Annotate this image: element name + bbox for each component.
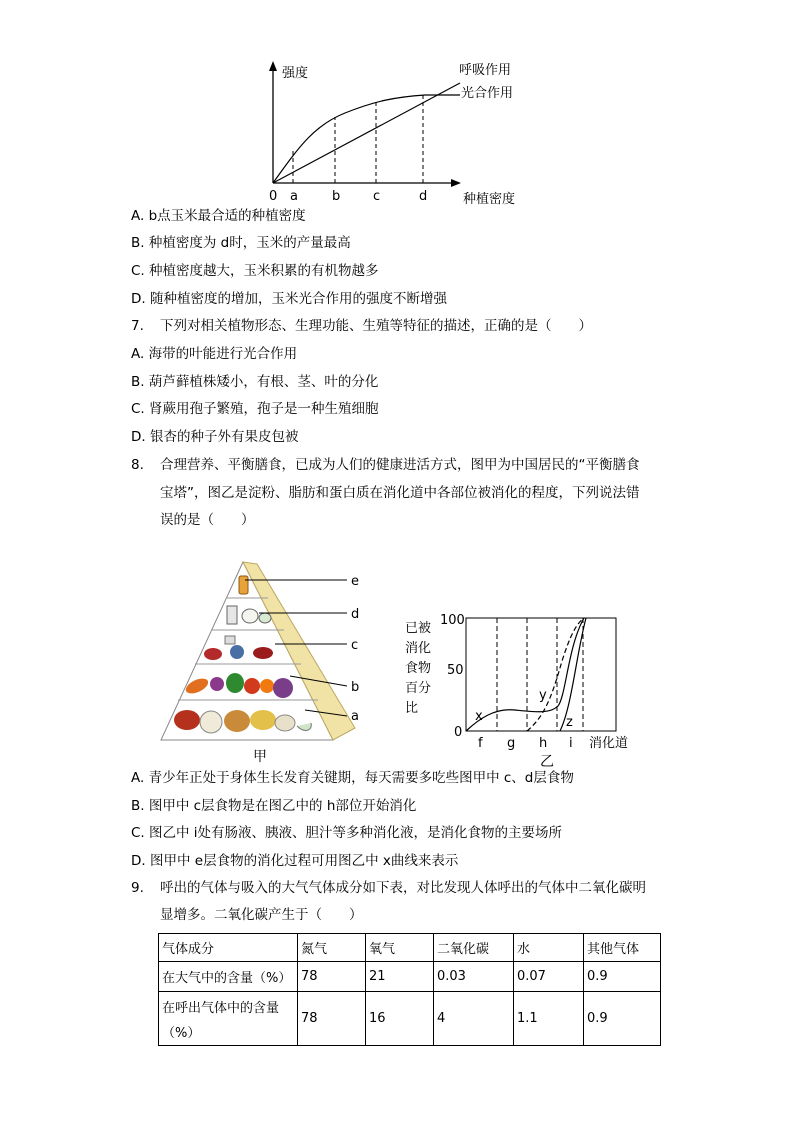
q8-option-d[interactable]: D. 图甲中 e层食物的消化过程可用图乙中 x曲线来表示 xyxy=(131,853,459,869)
table-cell: 21 xyxy=(366,962,434,992)
table-header-cell: 二氧化碳 xyxy=(434,934,514,962)
y-axis-label: 强度 xyxy=(282,66,309,81)
tick-a: a xyxy=(290,189,298,204)
q8-option-a[interactable]: A. 青少年正处于身体生长发育关键期，每天需要多吃些图甲中 c、d层食物 xyxy=(131,770,574,786)
curve-y xyxy=(527,618,584,731)
curve-label-z: z xyxy=(566,715,573,730)
q7-option-a[interactable]: A. 海带的叶能进行光合作用 xyxy=(131,346,298,362)
table-cell: 78 xyxy=(298,992,366,1046)
y-label-1: 已被 xyxy=(405,621,432,636)
q6-option-c[interactable]: C. 种植密度越大，玉米积累的有机物越多 xyxy=(131,263,379,279)
q7-number: 7. xyxy=(131,318,144,334)
respiration-line xyxy=(273,83,460,183)
gas-composition-table xyxy=(158,933,661,1046)
tick-c: c xyxy=(373,189,381,204)
curve-label-x: x xyxy=(475,709,483,724)
table-header-cell: 氮气 xyxy=(298,934,366,962)
table-row xyxy=(159,962,661,992)
table-header-row xyxy=(159,934,661,962)
x-axis-label-digestive-tract: 消化道 xyxy=(589,736,629,751)
table-cell: 78 xyxy=(298,962,366,992)
x-tick-f: f xyxy=(478,736,483,751)
q7-stem: 下列对相关植物形态、生理功能、生殖等特征的描述，正确的是（ ） xyxy=(160,318,592,334)
x-tick-h: h xyxy=(539,736,548,751)
q9-number: 9. xyxy=(131,880,144,896)
table-cell: 0.07 xyxy=(514,962,584,992)
respiration-label: 呼吸作用 xyxy=(459,63,512,78)
y-label-3: 食物 xyxy=(405,661,432,676)
q7-option-d[interactable]: D. 银杏的种子外有果皮包被 xyxy=(131,429,299,445)
q8-option-c[interactable]: C. 图乙中 i处有肠液、胰液、胆汁等多种消化液，是消化食物的主要场所 xyxy=(131,825,563,841)
pyramid-label-a: a xyxy=(351,709,359,724)
q6-option-b[interactable]: B. 种植密度为 d时，玉米的产量最高 xyxy=(131,235,351,251)
pyramid-label-c: c xyxy=(351,638,359,653)
q6-option-d[interactable]: D. 随种植密度的增加，玉米光合作用的强度不断增强 xyxy=(131,291,447,307)
table-header-cell: 气体成分 xyxy=(159,934,298,962)
x-tick-g: g xyxy=(507,736,516,751)
y-tick-0: 0 xyxy=(454,725,463,740)
table-cell: 0.9 xyxy=(584,962,661,992)
pyramid-label-b: b xyxy=(351,680,360,695)
table-header-cell: 水 xyxy=(514,934,584,962)
digestion-chart xyxy=(400,606,645,771)
curve-z xyxy=(560,618,586,731)
table-cell: 1.1 xyxy=(514,992,584,1046)
y-tick-50: 50 xyxy=(447,663,464,678)
q8-number: 8. xyxy=(131,457,144,473)
y-label-2: 消化 xyxy=(405,641,432,656)
table-row-label-line1: 在呼出气体中的含量 xyxy=(162,1000,280,1016)
tick-b: b xyxy=(332,189,341,204)
tick-d: d xyxy=(419,189,428,204)
table-header-cell: 其他气体 xyxy=(584,934,661,962)
pyramid-label-e: e xyxy=(351,574,359,589)
table-cell: 0.03 xyxy=(434,962,514,992)
density-graph xyxy=(255,55,545,210)
q8-stem-line3: 误的是（ ） xyxy=(160,512,255,528)
y-label-4: 百分 xyxy=(405,681,432,696)
table-row xyxy=(159,992,661,1046)
y-tick-100: 100 xyxy=(440,613,465,628)
table-header-cell: 氧气 xyxy=(366,934,434,962)
table-cell: 0.9 xyxy=(584,992,661,1046)
curve-label-y: y xyxy=(539,688,547,703)
x-tick-i: i xyxy=(569,736,573,751)
q6-option-a[interactable]: A. b点玉米最合适的种植密度 xyxy=(131,208,306,224)
table-cell: 在大气中的含量（%） xyxy=(159,962,298,992)
q7-option-c[interactable]: C. 肾蕨用孢子繁殖，孢子是一种生殖细胞 xyxy=(131,401,379,417)
q8-stem-line2: 宝塔”，图乙是淀粉、脂肪和蛋白质在消化道中各部位被消化的程度，下列说法错 xyxy=(160,485,640,501)
q9-stem-line2: 显增多。二氧化碳产生于（ ） xyxy=(160,907,363,923)
x-axis-label: 种植密度 xyxy=(463,192,516,207)
origin-label: 0 xyxy=(269,189,278,204)
y-label-5: 比 xyxy=(405,701,419,716)
q8-stem-line1: 合理营养、平衡膳食，已成为人们的健康进活方式，图甲为中国居民的“平衡膳食 xyxy=(160,457,640,473)
q7-option-b[interactable]: B. 葫芦藓植株矮小，有根、茎、叶的分化 xyxy=(131,374,379,390)
table-cell: 4 xyxy=(434,992,514,1046)
photosynthesis-label: 光合作用 xyxy=(461,86,514,101)
q9-stem-line1: 呼出的气体与吸入的大气气体成分如下表，对比发现人体呼出的气体中二氧化碳明 xyxy=(160,880,646,896)
table-row-label-line2: （%） xyxy=(162,1025,201,1041)
photosynthesis-curve xyxy=(273,95,460,183)
pyramid-label-d: d xyxy=(351,607,360,622)
table-cell: 16 xyxy=(366,992,434,1046)
figure-yi-caption: 乙 xyxy=(540,754,554,770)
table-cell xyxy=(159,992,298,1046)
figure-jia-caption: 甲 xyxy=(253,749,267,765)
q8-option-b[interactable]: B. 图甲中 c层食物是在图乙中的 h部位开始消化 xyxy=(131,798,417,814)
food-pyramid-figure xyxy=(155,558,385,768)
